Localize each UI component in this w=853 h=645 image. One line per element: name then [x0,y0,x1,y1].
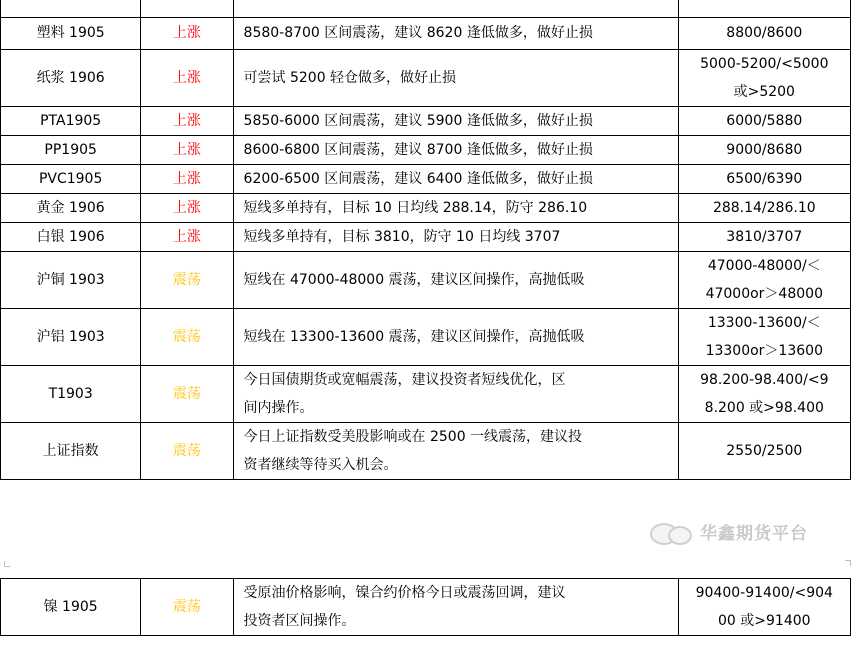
advice-line: 间内操作。 [243,400,314,416]
table-row [1,223,851,252]
advice-line: 受原油价格影响，镍合约价格今日或震荡回调，建议 [243,585,566,601]
trend-label: 震荡 [141,309,233,366]
target-range: 2550/2500 [678,423,850,480]
trend-label: 震荡 [141,252,233,309]
table-row [1,18,851,50]
target-range [678,252,850,309]
advice-text: 5850-6000 区间震荡，建议 5900 逢低做多，做好止损 [233,107,678,136]
target-line: 98.200-98.400/<9 [700,372,829,388]
advice-text: 短线多单持有，目标 3810，防守 10 日均线 3707 [233,223,678,252]
stub-cell [1,0,141,18]
table-row [1,50,851,107]
advice-text: 8580-8700 区间震荡，建议 8620 逢低做多，做好止损 [233,18,678,50]
target-line: 47000-48000/＜ [707,258,821,274]
advice-line: 投资者区间操作。 [243,613,356,629]
contract-name: 白银 1906 [1,223,141,252]
target-range: 288.14/286.10 [678,194,850,223]
stub-cell [678,0,850,18]
contract-name: 塑料 1905 [1,18,141,50]
contract-name: 黄金 1906 [1,194,141,223]
target-line: 90400-91400/<904 [695,585,833,601]
target-range [678,50,850,107]
strategy-table-continued [0,578,851,636]
watermark [650,519,808,544]
watermark-text: 华鑫期货平台 [700,524,808,544]
table-row [1,423,851,480]
target-range: 8800/8600 [678,18,850,50]
target-line: 8.200 或>98.400 [704,400,824,416]
target-line: 5000-5200/<5000 [700,56,829,72]
advice-text: 短线多单持有，目标 10 日均线 288.14，防守 286.10 [233,194,678,223]
advice-text: 可尝试 5200 轻仓做多，做好止损 [233,50,678,107]
contract-name: 沪铝 1903 [1,309,141,366]
advice-line: 今日国债期货或宽幅震荡，建议投资者短线优化，区 [243,372,566,388]
target-range: 3810/3707 [678,223,850,252]
advice-text: 6200-6500 区间震荡，建议 6400 逢低做多，做好止损 [233,165,678,194]
contract-name: 镍 1905 [1,579,141,636]
target-line: 或>5200 [733,84,795,100]
contract-name: T1903 [1,366,141,423]
target-range [678,366,850,423]
trend-label: 上涨 [141,107,233,136]
stub-cell [233,0,678,18]
trend-label: 上涨 [141,50,233,107]
table-row [1,366,851,423]
advice-text [233,579,678,636]
trend-label: 上涨 [141,223,233,252]
target-range [678,309,850,366]
contract-name: 纸浆 1906 [1,50,141,107]
trend-label: 上涨 [141,136,233,165]
advice-line: 资者继续等待买入机会。 [243,457,398,473]
target-range: 6500/6390 [678,165,850,194]
advice-text: 短线在 13300-13600 震荡，建议区间操作，高抛低吸 [233,309,678,366]
table-row [1,165,851,194]
advice-text: 短线在 47000-48000 震荡，建议区间操作，高抛低吸 [233,252,678,309]
trend-label: 上涨 [141,194,233,223]
advice-text [233,423,678,480]
trend-label: 震荡 [141,579,233,636]
table-row [1,107,851,136]
page-corner-mark [845,560,851,566]
table-row [1,309,851,366]
contract-name: 沪铜 1903 [1,252,141,309]
chat-bubble-icon [650,521,694,543]
target-range [678,579,850,636]
table-row [1,194,851,223]
page-corner-mark [4,561,10,567]
advice-text [233,366,678,423]
trend-label: 上涨 [141,18,233,50]
table-row [1,252,851,309]
contract-name: PVC1905 [1,165,141,194]
contract-name: PP1905 [1,136,141,165]
target-range: 9000/8680 [678,136,850,165]
trend-label: 上涨 [141,165,233,194]
advice-line: 今日上证指数受美股影响或在 2500 一线震荡，建议投 [243,429,583,445]
target-line: 13300or＞13600 [705,343,823,359]
table-top-stub-row [1,0,851,18]
trend-label: 震荡 [141,366,233,423]
target-range: 6000/5880 [678,107,850,136]
target-line: 47000or＞48000 [705,286,823,302]
table-row [1,579,851,636]
contract-name: PTA1905 [1,107,141,136]
target-line: 00 或>91400 [718,613,811,629]
trend-label: 震荡 [141,423,233,480]
advice-text: 8600-6800 区间震荡，建议 8700 逢低做多，做好止损 [233,136,678,165]
table-row [1,136,851,165]
target-line: 13300-13600/＜ [707,315,821,331]
contract-name: 上证指数 [1,423,141,480]
stub-cell [141,0,233,18]
